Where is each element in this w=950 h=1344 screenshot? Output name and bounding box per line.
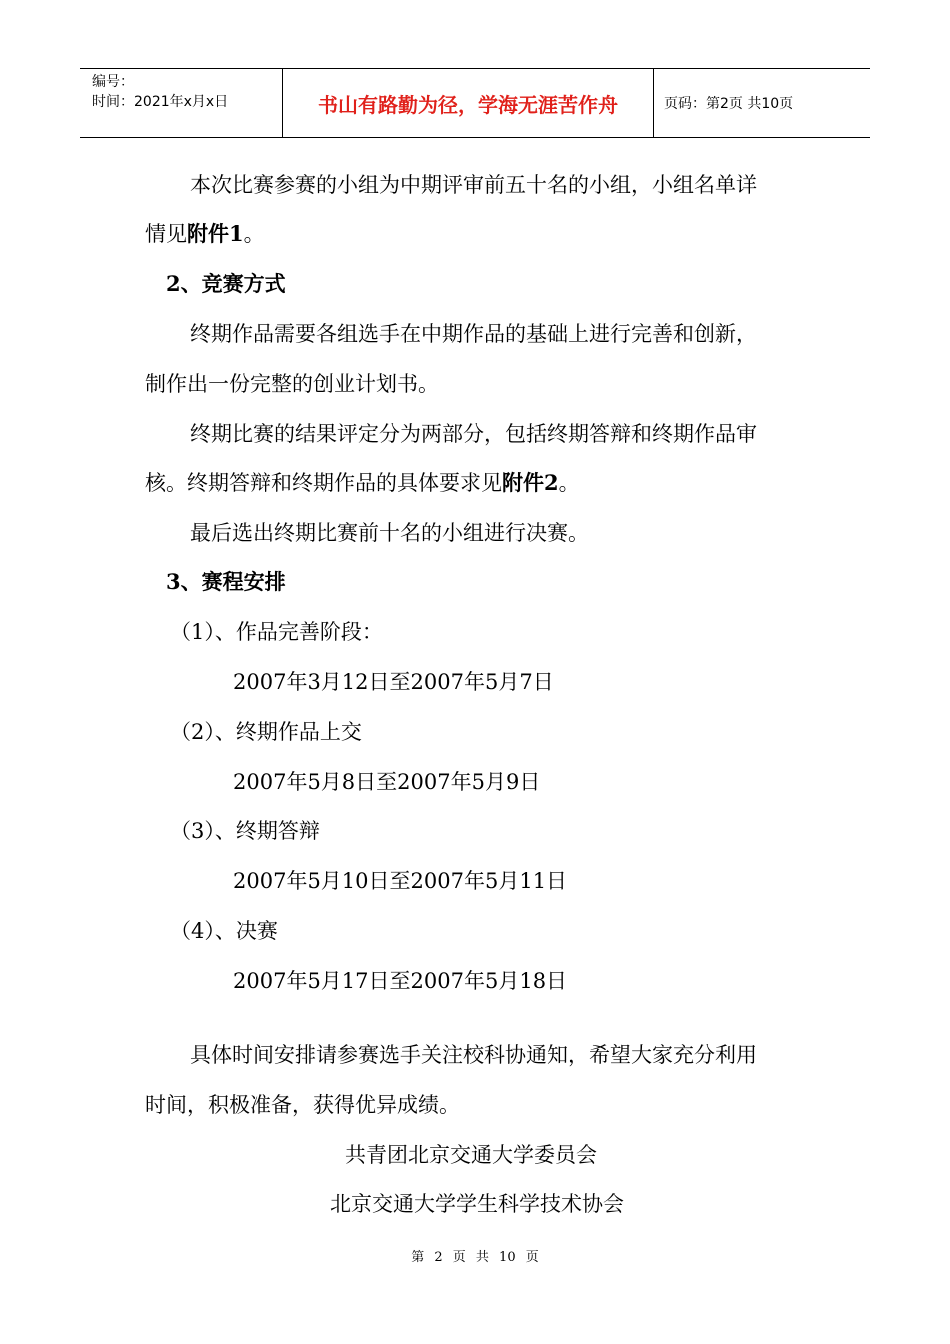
header-meta bbox=[80, 69, 282, 137]
paragraph-5-line-2: 时间，积极准备，获得优异成绩。 bbox=[145, 1093, 460, 1117]
schedule-4-date: 2007年5月17日至2007年5月18日 bbox=[233, 969, 568, 993]
page-header bbox=[80, 68, 870, 138]
attachment-2-ref: 附件2 bbox=[502, 470, 559, 495]
schedule-3-title: （3）、终期答辩 bbox=[170, 819, 320, 843]
attachment-1-ref: 附件1 bbox=[187, 221, 244, 246]
page-footer: 第 2 页 共 10 页 bbox=[411, 1250, 539, 1265]
paragraph-3-line-2 bbox=[145, 468, 580, 498]
section-2-heading: 2、竞赛方式 bbox=[166, 271, 286, 296]
paragraph-4: 最后选出终期比赛前十名的小组进行决赛。 bbox=[190, 521, 589, 545]
header-motto-cell bbox=[282, 69, 654, 137]
document-time: 时间：2021年x月x日 bbox=[92, 94, 229, 110]
header-page-info: 页码：第2页 共10页 bbox=[664, 96, 794, 112]
schedule-1-title: （1）、作品完善阶段： bbox=[170, 620, 383, 644]
p3-prefix: 核。终期答辩和终期作品的具体要求见 bbox=[145, 471, 502, 495]
document-number-label: 编号： bbox=[92, 74, 134, 90]
schedule-2-date: 2007年5月8日至2007年5月9日 bbox=[233, 770, 541, 794]
paragraph-2-line-1: 终期作品需要各组选手在中期作品的基础上进行完善和创新， bbox=[190, 322, 757, 346]
p3-suffix: 。 bbox=[558, 471, 580, 495]
paragraph-1-line-1: 本次比赛参赛的小组为中期评审前五十名的小组，小组名单详 bbox=[190, 173, 757, 197]
section-3-heading: 3、赛程安排 bbox=[166, 569, 286, 594]
header-motto: 书山有路勤为径，学海无涯苦作舟 bbox=[318, 92, 618, 117]
schedule-2-title: （2）、终期作品上交 bbox=[170, 720, 362, 744]
p1-suffix: 。 bbox=[243, 222, 265, 246]
paragraph-3-line-1: 终期比赛的结果评定分为两部分，包括终期答辩和终期作品审 bbox=[190, 422, 757, 446]
organization-2: 北京交通大学学生科学技术协会 bbox=[330, 1192, 624, 1216]
paragraph-1-line-2 bbox=[145, 219, 265, 249]
schedule-1-date: 2007年3月12日至2007年5月7日 bbox=[233, 670, 554, 694]
paragraph-5-line-1: 具体时间安排请参赛选手关注校科协通知，希望大家充分利用 bbox=[190, 1043, 757, 1067]
paragraph-2-line-2: 制作出一份完整的创业计划书。 bbox=[145, 372, 439, 396]
schedule-3-date: 2007年5月10日至2007年5月11日 bbox=[233, 869, 568, 893]
schedule-4-title: （4）、决赛 bbox=[170, 919, 278, 943]
p1-prefix: 情见 bbox=[145, 222, 187, 246]
organization-1: 共青团北京交通大学委员会 bbox=[345, 1143, 597, 1167]
